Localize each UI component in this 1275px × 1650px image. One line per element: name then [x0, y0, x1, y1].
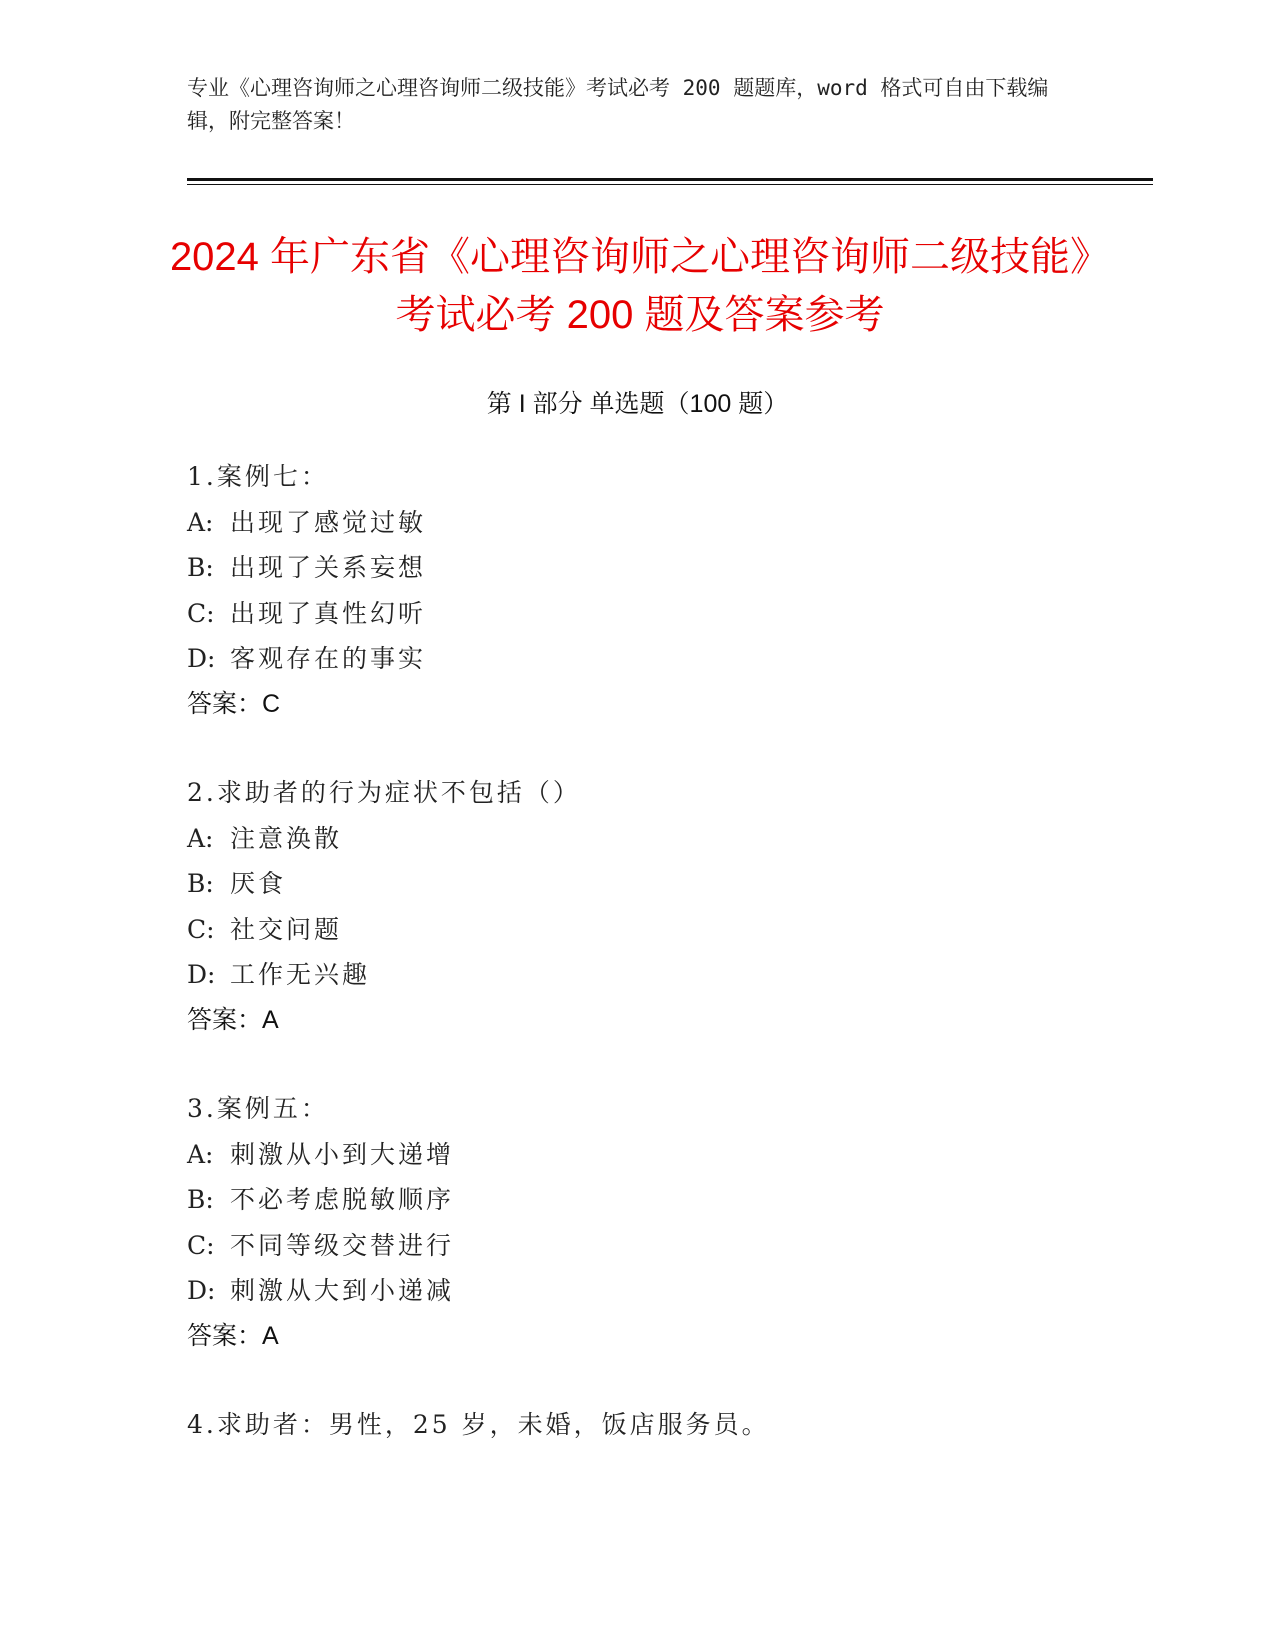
header-rule-thin — [187, 184, 1153, 185]
option-label: D: — [187, 644, 216, 673]
section-title: 第 I 部分 单选题（100 题） — [486, 390, 789, 418]
option-c — [187, 907, 1087, 953]
question-stem: 2.求助者的行为症状不包括（） — [187, 778, 581, 807]
question-4 — [187, 1402, 1087, 1448]
header-rule-thick — [187, 178, 1153, 181]
option-text: 刺激从大到小递减 — [230, 1276, 455, 1305]
option-label: B: — [187, 1185, 214, 1214]
option-c — [187, 1223, 1087, 1269]
option-text: 不必考虑脱敏顺序 — [230, 1185, 455, 1214]
option-a — [187, 1132, 1087, 1178]
option-label: C: — [187, 1230, 215, 1260]
option-text: 工作无兴趣 — [230, 960, 371, 989]
option-d — [187, 1268, 1087, 1314]
option-text: 客观存在的事实 — [230, 644, 427, 673]
option-text: 厌食 — [230, 869, 287, 898]
option-label: D: — [187, 1276, 216, 1305]
option-text: 注意涣散 — [230, 823, 343, 853]
option-text: 出现了关系妄想 — [230, 553, 427, 582]
question-2 — [187, 770, 1087, 1043]
option-label: B: — [187, 553, 214, 582]
option-text: 出现了感觉过敏 — [230, 507, 427, 537]
option-d — [187, 952, 1087, 998]
header-note: 专业《心理咨询师之心理咨询师二级技能》考试必考 200 题题库，word 格式可自由下载编辑，附完整答案！ — [187, 76, 1049, 133]
option-text: 社交问题 — [230, 914, 343, 944]
option-c — [187, 591, 1087, 637]
option-text: 不同等级交替进行 — [230, 1230, 455, 1260]
option-label: A: — [187, 507, 214, 537]
answer: 答案：A — [187, 1005, 279, 1034]
option-label: D: — [187, 960, 216, 989]
option-text: 出现了真性幻听 — [230, 598, 427, 628]
option-d — [187, 636, 1087, 682]
question-stem: 1.案例七： — [187, 462, 329, 491]
option-label: B: — [187, 869, 214, 898]
answer: 答案：A — [187, 1321, 279, 1350]
option-a — [187, 500, 1087, 546]
question-3 — [187, 1086, 1087, 1359]
question-stem: 4.求助者：男性，25 岁，未婚，饭店服务员。 — [187, 1410, 770, 1439]
option-label: C: — [187, 914, 215, 944]
option-label: A: — [187, 823, 214, 853]
question-1 — [187, 454, 1087, 727]
document-title: 2024 年广东省《心理咨询师之心理咨询师二级技能》考试必考 200 题及答案参考 — [169, 235, 1111, 337]
option-label: A: — [187, 1139, 214, 1169]
option-b — [187, 1177, 1087, 1223]
answer: 答案：C — [187, 689, 281, 718]
question-stem: 3.案例五： — [187, 1094, 329, 1123]
option-text: 刺激从小到大递增 — [230, 1139, 455, 1169]
option-label: C: — [187, 598, 215, 628]
option-a — [187, 816, 1087, 862]
option-b — [187, 545, 1087, 591]
option-b — [187, 861, 1087, 907]
